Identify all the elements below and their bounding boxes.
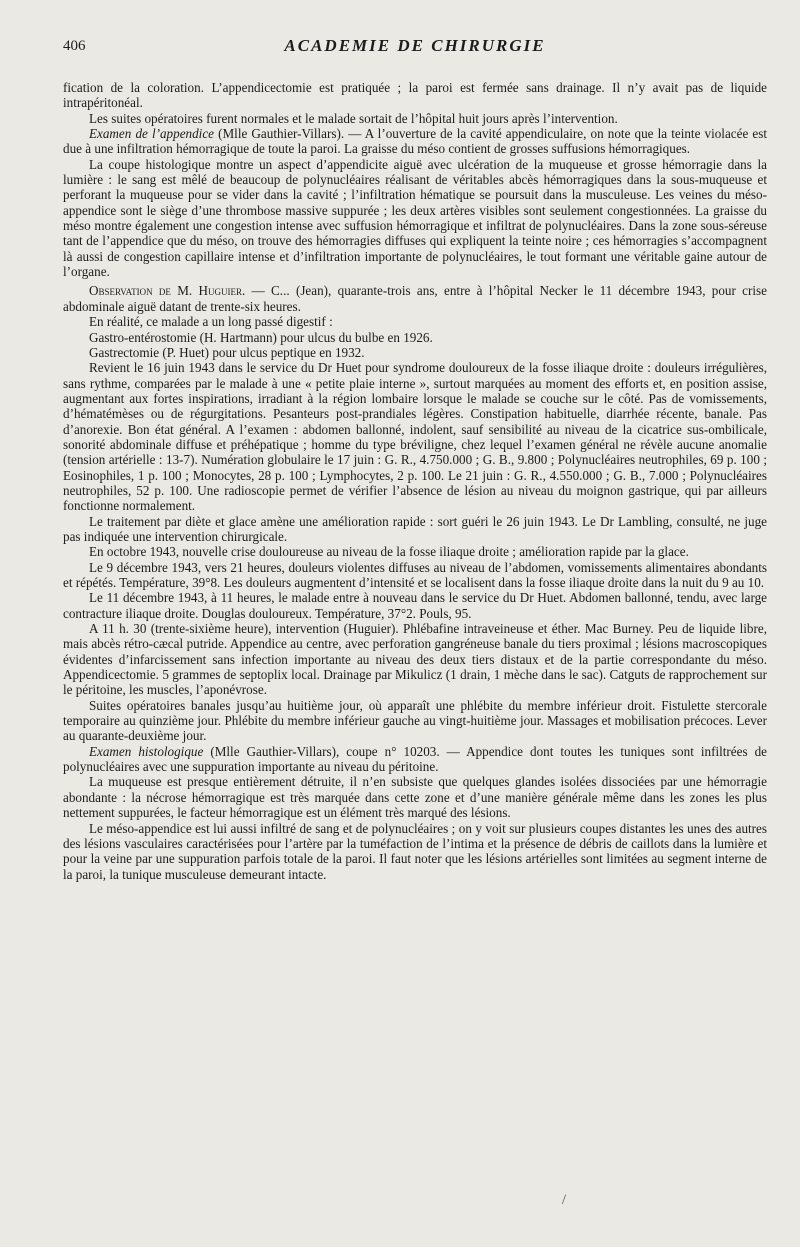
paragraph: A 11 h. 30 (trente-sixième heure), intervention (Huguier). Phlébafine intraveineuse et éther. Mac Burney. Peu de liquide libre, mais abcès rétro-cæcal putride. Appendice au centre, avec perforation gangréneuse banale du tiers proximal ; lésions macroscopiques évidentes d’infarcissement sans infection importante au niveau des deux tiers distaux et de la partie correspondante du méso. Appendicectomie. 5 grammes de septoplix local. Drainage par Mikulicz (1 drain, 1 mèche dans le sac). Catguts de rapprochement sur le péritoine, les muscles, l’aponévrose. bbox=[63, 621, 767, 698]
paragraph: Observation de M. Huguier. — C... (Jean), quarante-trois ans, entre à l’hôpital Necker le 11 décembre 1943, pour crise abdominale aiguë datant de trente-six heures. bbox=[63, 283, 767, 314]
paragraph-lead: Examen de l’appendice bbox=[89, 126, 214, 142]
paragraph: Gastrectomie (P. Huet) pour ulcus peptique en 1932. bbox=[89, 344, 365, 360]
paragraph: Examen histologique (Mlle Gauthier-Villars), coupe n° 10203. — Appendice dont toutes les tuniques sont infiltrées de polynucléaires avec une suppuration importante au niveau du péritoine. bbox=[63, 743, 767, 775]
paragraph: En octobre 1943, nouvelle crise douloureuse au niveau de la fosse iliaque droite ; amélioration rapide par la glace. bbox=[89, 544, 689, 560]
paragraph-lead: Examen histologique bbox=[89, 743, 204, 759]
body-text bbox=[63, 80, 767, 882]
paragraph: La coupe histologique montre un aspect d’appendicite aiguë avec ulcération de la muqueuse et grosse hémorragie dans la lumière : le sang est mêlé de beaucoup de polynucléaires réalisant de véritables abcès hémorragiques dans la sous-muqueuse et perforant la muqueuse pour se vider dans la cavité ; l’infiltration hématique se poursuit dans la musculeuse. Les veines du méso-appendice sont le siège d’une thrombose massive suppurée ; les deux artères visibles sont seulement congestionnées. La graisse du méso montre également une congestion intense avec suffusion hémorragique et infiltrat de polynucléaires. Dans la zone sous-séreuse tant de l’appendice que du méso, on trouve des hémorragies diffuses qui expliquent la teinte noire ; ces hémorragies s’accompagnent là aussi de congestion capillaire intense et d’infiltration importante de polynucléaires, le tout formant une véritable gaine autour de l’organe. bbox=[63, 156, 767, 280]
page-number: 406 bbox=[63, 38, 86, 54]
paragraph: Le 11 décembre 1943, à 11 heures, le malade entre à nouveau dans le service du Dr Huet. Abdomen ballonné, tendu, avec large contracture iliaque droite. Douglas douloureux. Température, 37°2. Pouls, 95. bbox=[63, 590, 767, 621]
paragraph: Le traitement par diète et glace amène une amélioration rapide : sort guéri le 26 juin 1943. Le Dr Lambling, consulté, ne juge pas indiquée une intervention chirurgicale. bbox=[63, 513, 767, 544]
paragraph: Les suites opératoires furent normales et le malade sortait de l’hôpital huit jours après l’intervention. bbox=[89, 110, 618, 126]
paragraph: Le 9 décembre 1943, vers 21 heures, douleurs violentes diffuses au niveau de l’abdomen, vomissements alimentaires abondants et répétés. Température, 39°8. Les douleurs augmentent d’intensité et se localisent dans la fosse iliaque droite dans la nuit du 9 au 10. bbox=[63, 559, 767, 590]
paragraph: En réalité, ce malade a un long passé digestif : bbox=[89, 314, 333, 330]
observation-heading: Observation de M. Huguier. bbox=[89, 283, 246, 299]
margin-mark: / bbox=[561, 1192, 566, 1208]
paragraph: Gastro-entérostomie (H. Hartmann) pour ulcus du bulbe en 1926. bbox=[89, 329, 433, 345]
paragraph: La muqueuse est presque entièrement détruite, il n’en subsiste que quelques glandes isolées dissociées par une hémorragie abondante : la nécrose hémorragique est très marquée dans cette zone et d’une manière générale même dans les zones les plus nettement suppurées, le facteur hémorragique est un élément très marqué des lésions. bbox=[63, 774, 767, 821]
paragraph: fication de la coloration. L’appendicectomie est pratiquée ; la paroi est fermée sans drainage. Il n’y avait pas de liquide intrapéritonéal. bbox=[63, 80, 767, 111]
page-header bbox=[63, 38, 767, 66]
paragraph: Suites opératoires banales jusqu’au huitième jour, où apparaît une phlébite du membre inférieur droit. Fistulette stercorale temporaire au quinzième jour. Phlébite du membre inférieur gauche au vingt-huitième jour. Massages et mobilisation précoces. Lever au quarante-deuxième jour. bbox=[63, 697, 767, 744]
running-title: ACADEMIE DE CHIRURGIE bbox=[284, 36, 546, 55]
paragraph: Examen de l’appendice (Mlle Gauthier-Villars). — A l’ouverture de la cavité appendiculaire, on note que la teinte violacée est due à une infiltration hémorragique de toute la paroi. La graisse du méso contient de grosses suffusions hémorragiques. bbox=[63, 126, 768, 157]
paragraph: Revient le 16 juin 1943 dans le service du Dr Huet pour syndrome douloureux de la fosse iliaque droite : douleurs irrégulières, sans rythme, comparées par le malade à une « petite plaie interne », surtout marquées au moment des efforts et, en position assise, augmentant aux fortes inspirations, irradiant à la région lombaire lorsque le malade se couche sur le côté. Pas de vomissements, d’hématémèses ou de régurgitations. Pesanteurs post-prandiales légères. Constipation habituelle, diarrhée récente, banale. Pas d’anorexie. Bon état général. A l’examen : abdomen ballonné, indolent, sauf sensibilité au niveau de la cicatrice sus-ombilicale, sonorité abdominale diffuse et préhépatique ; homme du type bréviligne, chez lequel l’examen général ne révèle aucune anomalie (tension artérielle : 13-7). Numération globulaire le 17 juin : G. R., 4.750.000 ; G. B., 9.800 ; Polynucléaires neutrophiles, 69 p. 100 ; Eosinophiles, 1 p. 100 ; Monocytes, 28 p. 100 ; Lymphocytes, 2 p. 100. Le 21 juin : G. R., 4.550.000 ; G. B., 7.000 ; Polynucléaires neutrophiles, 52 p. 100. Une radioscopie permet de vérifier l’absence de lésion au niveau du moignon gastrique, qui par ailleurs fonctionne normalement. bbox=[63, 360, 767, 514]
paragraph: Le méso-appendice est lui aussi infiltré de sang et de polynucléaires ; on y voit sur plusieurs coupes distantes les unes des autres des lésions vasculaires caractérisées pour l’artère par la tuméfaction de l’intima et la présence de débris de caillots dans la lumière et pour la veine par une suppuration parfois totale de la paroi. Il faut noter que les lésions artérielles sont limitées au segment interne de la paroi, la tunique musculeuse demeurant intacte. bbox=[63, 820, 767, 882]
